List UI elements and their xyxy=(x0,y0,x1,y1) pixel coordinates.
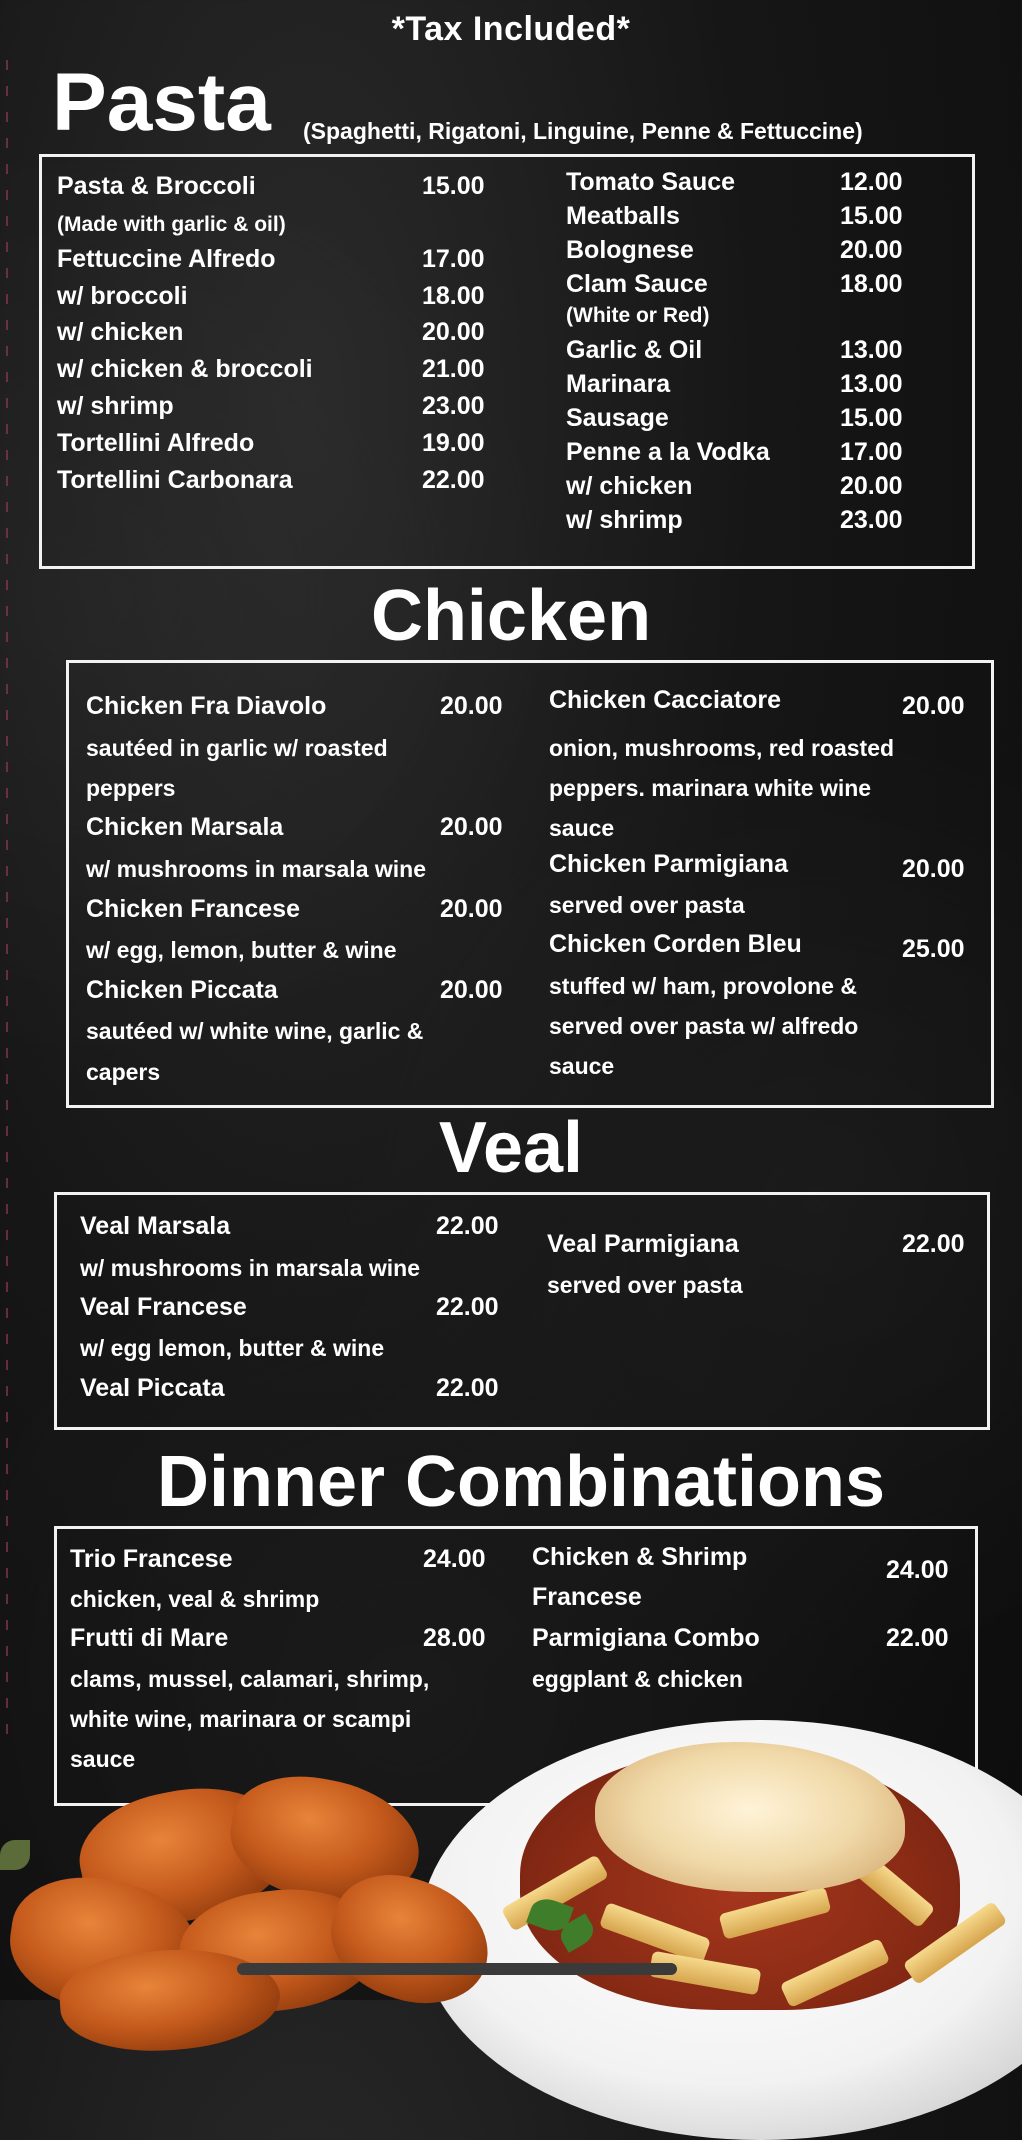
veal-title: Veal xyxy=(438,1108,584,1188)
menu-item-price: 17.00 xyxy=(840,438,903,466)
menu-item-note: (White or Red) xyxy=(566,304,710,327)
menu-item-name: Clam Sauce xyxy=(566,270,708,298)
menu-item-desc: white wine, marinara or scampi xyxy=(70,1706,412,1732)
menu-item-desc: w/ mushrooms in marsala wine xyxy=(86,856,426,882)
menu-item-desc: chicken, veal & shrimp xyxy=(70,1586,320,1612)
menu-item-price: 23.00 xyxy=(840,506,903,534)
menu-item-price: 22.00 xyxy=(436,1212,499,1240)
menu-item-desc: served over pasta xyxy=(549,892,745,918)
menu-item-name: Marinara xyxy=(566,370,671,398)
menu-item-desc: clams, mussel, calamari, shrimp, xyxy=(70,1666,430,1692)
menu-item-desc: peppers xyxy=(86,775,176,801)
menu-item-desc: stuffed w/ ham, provolone & xyxy=(549,973,857,999)
menu-item-desc: sautéed in garlic w/ roasted xyxy=(86,735,388,761)
menu-item-price: 13.00 xyxy=(840,370,903,398)
menu-item-name-line2: Francese xyxy=(532,1583,642,1611)
menu-item-name: Tomato Sauce xyxy=(566,168,736,196)
menu-item-price: 25.00 xyxy=(902,935,965,963)
menu-item-price: 18.00 xyxy=(840,270,903,298)
menu-item-name: Chicken Cacciatore xyxy=(549,686,782,714)
menu-item-name: w/ shrimp xyxy=(566,506,683,534)
menu-item-desc: w/ egg, lemon, butter & wine xyxy=(86,937,397,963)
menu-item-name: Meatballs xyxy=(566,202,680,230)
menu-item-name: Chicken Piccata xyxy=(86,976,278,1004)
menu-item-desc: sauce xyxy=(549,1053,615,1079)
menu-item-name: Chicken Corden Bleu xyxy=(549,930,802,958)
menu-item-price: 28.00 xyxy=(423,1624,486,1652)
menu-item-name: w/ broccoli xyxy=(57,282,188,310)
menu-item-name: Garlic & Oil xyxy=(566,336,703,364)
menu-item-name: Veal Piccata xyxy=(80,1374,225,1402)
menu-item-price: 15.00 xyxy=(840,404,903,432)
menu-item-price: 15.00 xyxy=(840,202,903,230)
pasta-subtitle: (Spaghetti, Rigatoni, Linguine, Penne & Fettuccine) xyxy=(303,118,863,144)
menu-item-desc: served over pasta xyxy=(547,1272,743,1298)
menu-item-desc: sautéed w/ white wine, garlic & xyxy=(86,1018,424,1044)
menu-item-price: 22.00 xyxy=(902,1230,965,1258)
menu-item-price: 23.00 xyxy=(422,392,485,420)
menu-item-price: 19.00 xyxy=(422,429,485,457)
menu-item-price: 20.00 xyxy=(422,318,485,346)
menu-item-desc: eggplant & chicken xyxy=(532,1666,743,1692)
menu-item-name: Trio Francese xyxy=(70,1545,233,1573)
menu-item-name: Chicken Fra Diavolo xyxy=(86,692,327,720)
menu-item-price: 22.00 xyxy=(436,1293,499,1321)
menu-item-name: Penne a la Vodka xyxy=(566,438,770,466)
menu-item-name: w/ shrimp xyxy=(57,392,174,420)
menu-item-price: 20.00 xyxy=(440,692,503,720)
menu-item-price: 24.00 xyxy=(886,1556,949,1584)
home-indicator[interactable] xyxy=(237,1963,677,1975)
menu-item-price: 12.00 xyxy=(840,168,903,196)
menu-item-name: Tortellini Alfredo xyxy=(57,429,255,457)
menu-item-name: Tortellini Carbonara xyxy=(57,466,293,494)
menu-item-name: Veal Francese xyxy=(80,1293,247,1321)
menu-item-name: Fettuccine Alfredo xyxy=(57,245,276,273)
menu-item-price: 20.00 xyxy=(440,895,503,923)
menu-item-desc: w/ mushrooms in marsala wine xyxy=(80,1255,420,1281)
menu-item-name: Bolognese xyxy=(566,236,694,264)
menu-item-desc: peppers. marinara white wine xyxy=(549,775,872,801)
tax-note: *Tax Included* xyxy=(391,10,631,48)
menu-item-desc: onion, mushrooms, red roasted xyxy=(549,735,895,761)
menu-item-note: (Made with garlic & oil) xyxy=(57,213,286,236)
menu-item-price: 21.00 xyxy=(422,355,485,383)
menu-item-price: 20.00 xyxy=(840,236,903,264)
menu-item-price: 20.00 xyxy=(902,692,965,720)
menu-item-price: 18.00 xyxy=(422,282,485,310)
menu-item-price: 20.00 xyxy=(440,976,503,1004)
menu-item-price: 22.00 xyxy=(886,1624,949,1652)
menu-item-name: Chicken Francese xyxy=(86,895,300,923)
menu-item-name: Chicken Marsala xyxy=(86,813,284,841)
menu-item-name: w/ chicken & broccoli xyxy=(57,355,313,383)
menu-item-name: Sausage xyxy=(566,404,669,432)
pasta-title: Pasta xyxy=(52,57,271,148)
menu-item-name: Frutti di Mare xyxy=(70,1624,229,1652)
menu-item-name: Veal Parmigiana xyxy=(547,1230,739,1258)
menu-item-name: Veal Marsala xyxy=(80,1212,231,1240)
menu-item-desc: served over pasta w/ alfredo xyxy=(549,1013,859,1039)
menu-item-price: 20.00 xyxy=(440,813,503,841)
menu-item-desc: sauce xyxy=(549,815,615,841)
menu-item-price: 22.00 xyxy=(422,466,485,494)
menu-item-name: Chicken Parmigiana xyxy=(549,850,788,878)
menu-item-desc: w/ egg lemon, butter & wine xyxy=(80,1335,385,1361)
chicken-title: Chicken xyxy=(370,576,652,656)
menu-item-name: Chicken & Shrimp xyxy=(532,1543,748,1571)
menu-item-desc: capers xyxy=(86,1059,161,1085)
menu-item-name: w/ chicken xyxy=(57,318,184,346)
menu-item-name: Parmigiana Combo xyxy=(532,1624,760,1652)
menu-item-desc: sauce xyxy=(70,1746,136,1772)
menu-item-price: 13.00 xyxy=(840,336,903,364)
menu-item-name: Pasta & Broccoli xyxy=(57,172,256,200)
combos-title: Dinner Combinations xyxy=(156,1442,885,1522)
menu-item-name: w/ chicken xyxy=(566,472,693,500)
menu-item-price: 15.00 xyxy=(422,172,485,200)
menu-item-price: 22.00 xyxy=(436,1374,499,1402)
menu-item-price: 20.00 xyxy=(840,472,903,500)
menu-item-price: 17.00 xyxy=(422,245,485,273)
menu-item-price: 24.00 xyxy=(423,1545,486,1573)
menu-item-price: 20.00 xyxy=(902,855,965,883)
